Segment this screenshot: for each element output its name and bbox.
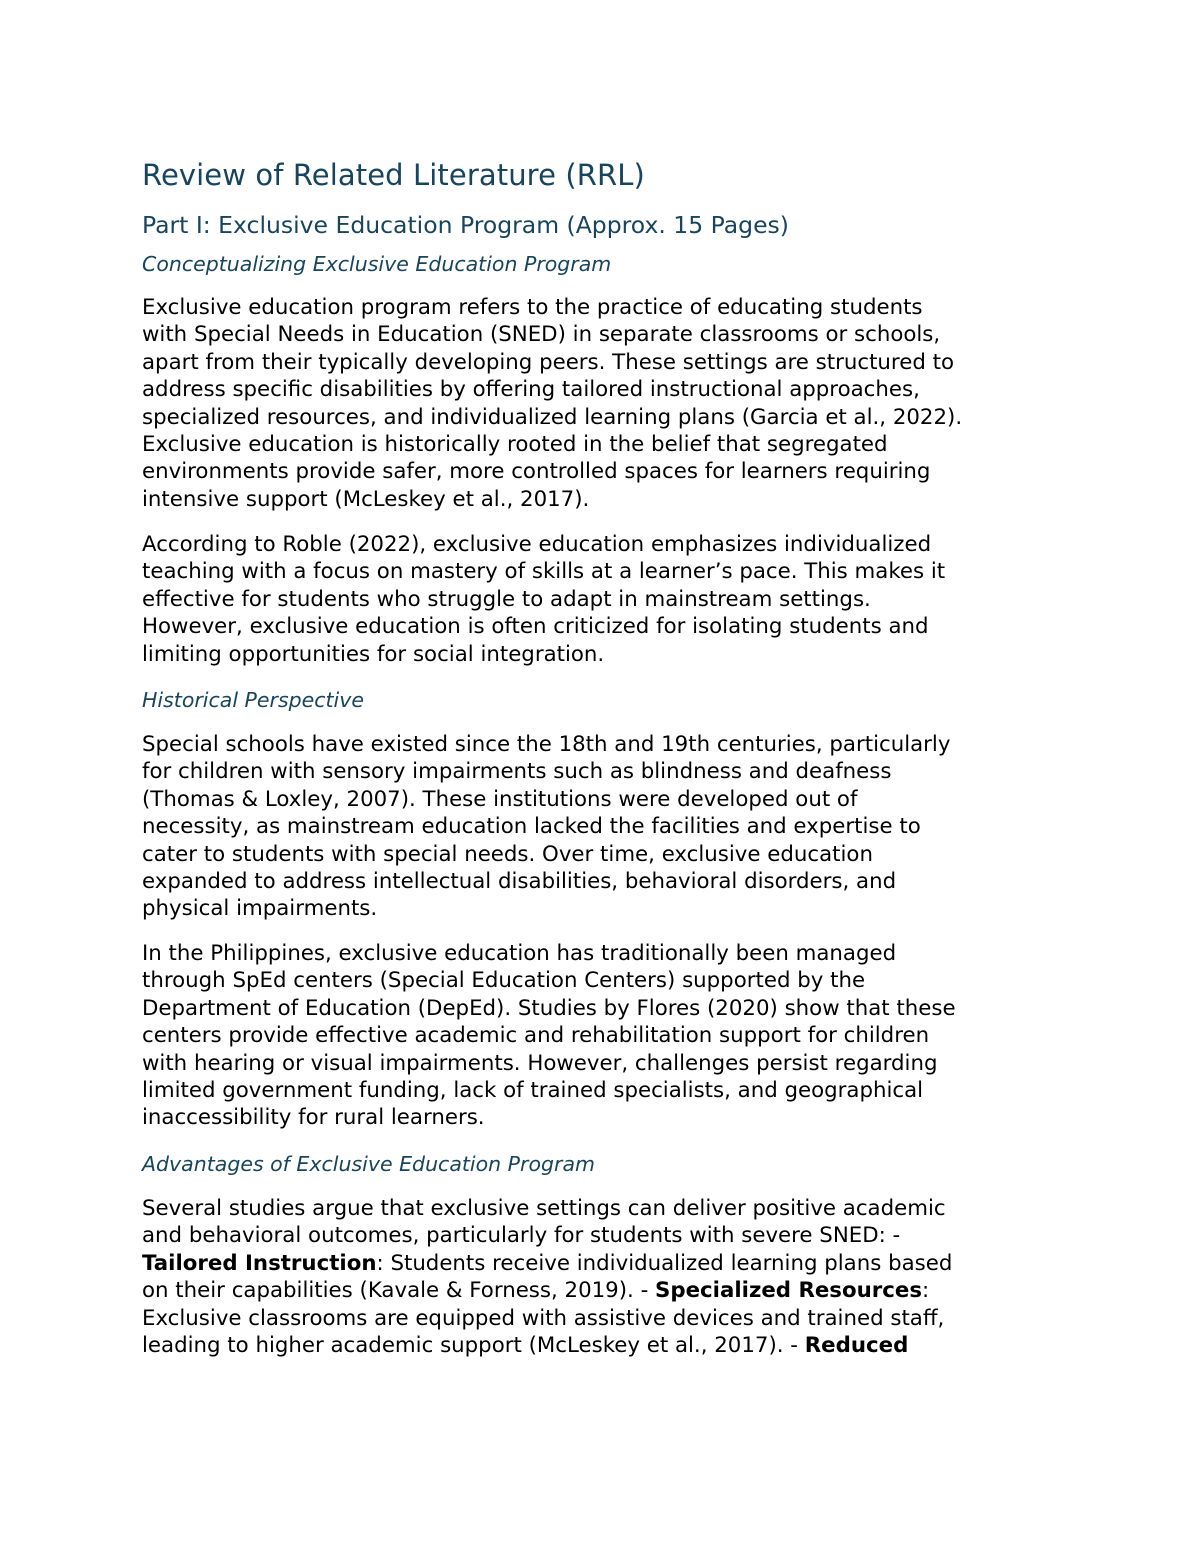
section-heading-conceptualizing: Conceptualizing Exclusive Education Program <box>142 252 612 276</box>
text-line: limiting opportunities for social integration. <box>142 641 605 667</box>
text-line: According to Roble (2022), exclusive education emphasizes individualized <box>142 532 932 557</box>
text-line: for children with sensory impairments such as blindness and deafness <box>142 759 892 785</box>
text-line <box>142 1277 952 1304</box>
text-fragment: : Students receive individualized learning plans based <box>376 1250 953 1276</box>
text-line: intensive support (McLeskey et al., 2017). <box>142 486 590 512</box>
text-line: effective for students who struggle to adapt in mainstream settings. <box>142 586 871 612</box>
text-line: apart from their typically developing peers. These settings are structured to <box>142 349 954 375</box>
part-heading: Part I: Exclusive Education Program (Approx. 15 Pages) <box>142 211 789 239</box>
text-line: Exclusive education is historically rooted in the belief that segregated <box>142 432 888 458</box>
text-line: limited government funding, lack of trained specialists, and geographical <box>142 1078 924 1104</box>
text-line: address specific disabilities by offering tailored instructional approaches, <box>142 377 920 403</box>
text-line: and behavioral outcomes, particularly for students with severe SNED: - <box>142 1223 901 1249</box>
text-line: (Thomas & Loxley, 2007). These institutions were developed out of <box>142 786 858 812</box>
section-heading-advantages: Advantages of Exclusive Education Program <box>142 1152 595 1176</box>
text-fragment: on their capabilities (Kavale & Forness, 2019). - <box>142 1278 656 1304</box>
paragraph-special-schools <box>142 731 950 923</box>
text-line: teaching with a focus on mastery of skills at a learner’s pace. This makes it <box>142 559 946 585</box>
text-line: cater to students with special needs. Over time, exclusive education <box>142 841 873 867</box>
paragraph-advantages <box>142 1195 952 1359</box>
paragraph-definition <box>142 294 962 513</box>
text-line: expanded to address intellectual disabilities, behavioral disorders, and <box>142 869 897 895</box>
text-line: Special schools have existed since the 18th and 19th centuries, particularly <box>142 732 951 757</box>
text-line: with Special Needs in Education (SNED) in separate classrooms or schools, <box>142 322 941 348</box>
text-line: specialized resources, and individualized learning plans (Garcia et al., 2022). <box>142 404 963 430</box>
text-line: In the Philippines, exclusive education has traditionally been managed <box>142 941 897 966</box>
text-fragment: leading to higher academic support (McLeskey et al., 2017). - <box>142 1333 805 1359</box>
text-line: necessity, as mainstream education lacked the facilities and expertise to <box>142 814 921 840</box>
section-heading-historical: Historical Perspective <box>142 688 364 712</box>
paragraph-philippines <box>142 940 956 1132</box>
text-line: centers provide effective academic and rehabilitation support for children <box>142 1023 930 1049</box>
paragraph-roble <box>142 531 945 668</box>
text-line: physical impairments. <box>142 896 378 922</box>
term-reduced: Reduced <box>804 1333 909 1359</box>
term-tailored-instruction: Tailored Instruction <box>142 1250 377 1276</box>
text-line: with hearing or visual impairments. However, challenges persist regarding <box>142 1050 938 1076</box>
text-line: inaccessibility for rural learners. <box>142 1105 485 1131</box>
document-title: Review of Related Literature (RRL) <box>142 158 645 192</box>
text-line: Exclusive education program refers to the practice of educating students <box>142 295 923 320</box>
text-line <box>142 1250 952 1277</box>
text-line: Department of Education (DepEd). Studies by Flores (2020) show that these <box>142 995 956 1021</box>
text-line: Several studies argue that exclusive settings can deliver positive academic <box>142 1196 946 1221</box>
text-line: However, exclusive education is often criticized for isolating students and <box>142 614 929 640</box>
text-line: through SpEd centers (Special Education Centers) supported by the <box>142 968 866 994</box>
text-line: environments provide safer, more controlled spaces for learners requiring <box>142 459 931 485</box>
text-line <box>142 1332 952 1359</box>
term-specialized-resources: Specialized Resources <box>655 1278 923 1304</box>
text-fragment: : <box>922 1278 930 1304</box>
text-line: Exclusive classrooms are equipped with assistive devices and trained staff, <box>142 1305 945 1331</box>
